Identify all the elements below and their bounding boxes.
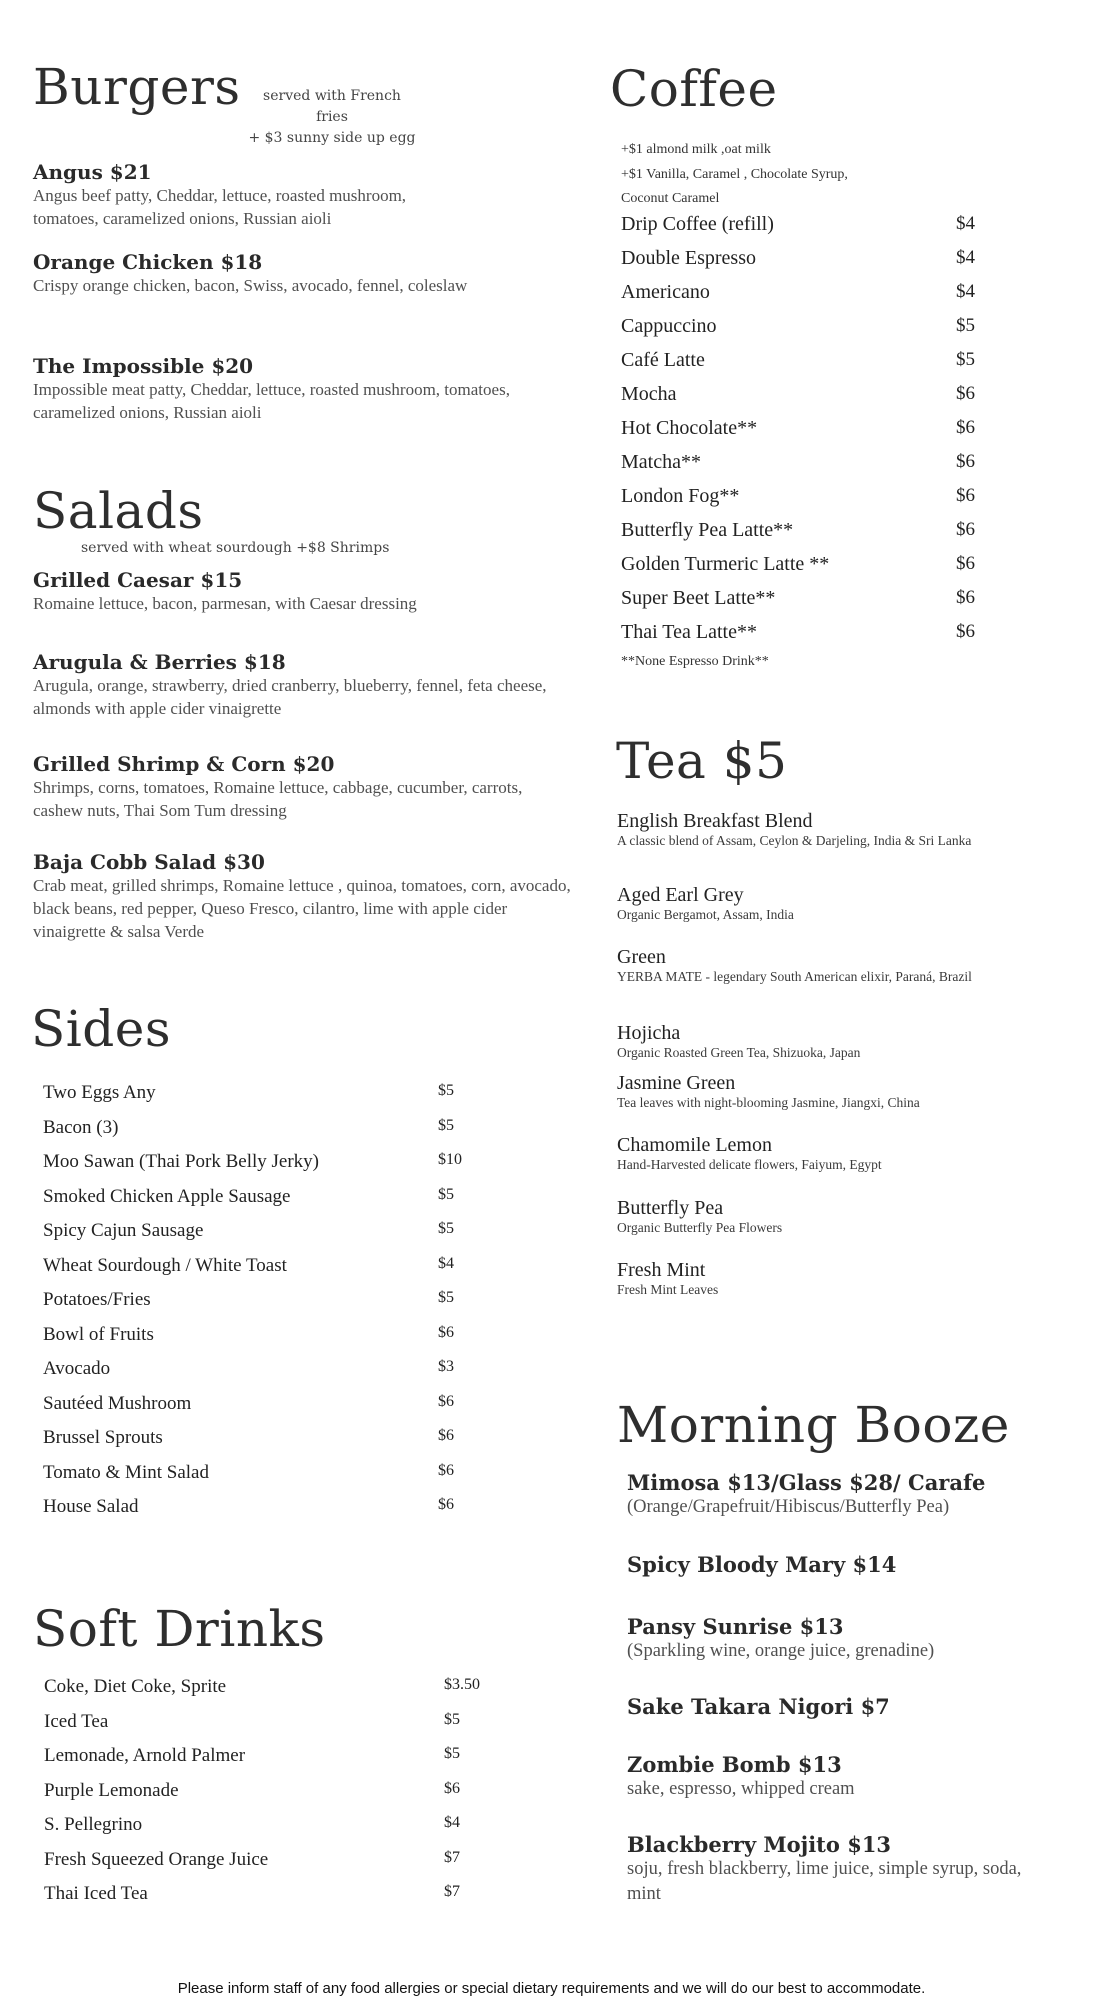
booze-list [627, 1470, 1047, 1920]
booze-title: Zombie Bomb $13 [627, 1752, 842, 1777]
coffee-price: $6 [956, 451, 975, 472]
drink-name: Lemonade, Arnold Palmer [44, 1745, 246, 1766]
side-name: Bowl of Fruits [43, 1323, 154, 1345]
list-item [621, 281, 1021, 315]
tea-list [617, 810, 997, 1310]
coffee-price: $4 [956, 281, 975, 302]
coffee-note-line: +$1 Vanilla, Caramel , Chocolate Syrup, [621, 166, 848, 182]
drink-name: Purple Lemonade [44, 1779, 179, 1801]
list-item [44, 1780, 494, 1814]
list-item [621, 315, 1021, 349]
list-item [44, 1711, 494, 1745]
drink-price: $4 [444, 1814, 460, 1831]
coffee-name: Butterfly Pea Latte** [621, 519, 794, 541]
booze-title: Pansy Sunrise $13 [627, 1614, 844, 1639]
tea-desc: A classic blend of Assam, Ceylon & Darjeling, India & Sri Lanka [617, 833, 972, 848]
side-name: Moo Sawan (Thai Pork Belly Jerky) [43, 1151, 319, 1172]
side-name: Tomato & Mint Salad [43, 1461, 209, 1483]
booze-title: Blackberry Mojito $13 [627, 1832, 892, 1857]
coffee-name: Matcha** [621, 451, 701, 473]
side-name: Brussel Sprouts [43, 1427, 163, 1448]
coffee-name: Golden Turmeric Latte ** [621, 553, 830, 575]
list-item [44, 1849, 494, 1883]
salad-desc: Crab meat, grilled shrimps, Romaine lettuce , quinoa, tomatoes, corn, avocado, black beans, red pepper, Queso Fresco, cilantro, lime with apple cider vinaigrette & salsa Verde [33, 876, 571, 941]
coffee-price: $6 [956, 519, 975, 540]
side-price: $5 [438, 1082, 454, 1099]
coffee-name: Americano [621, 281, 710, 303]
coffee-name: Cappuccino [621, 315, 717, 337]
list-item [43, 1255, 483, 1289]
sides-list [43, 1082, 483, 1532]
soft-drinks-heading: Soft Drinks [33, 1600, 326, 1658]
salad-desc: Romaine lettuce, bacon, parmesan, with Caesar dressing [33, 594, 417, 613]
coffee-name: Drip Coffee (refill) [621, 213, 774, 235]
burger-desc: Crispy orange chicken, bacon, Swiss, avocado, fennel, coleslaw [33, 276, 468, 295]
booze-desc: soju, fresh blackberry, lime juice, simple syrup, soda, mint [627, 1859, 1022, 1904]
side-name: House Salad [43, 1496, 139, 1517]
list-item [627, 1752, 1047, 1802]
side-price: $5 [438, 1116, 454, 1134]
booze-desc: (Orange/Grapefruit/Hibiscus/Butterfly Pea) [627, 1497, 950, 1517]
tea-name: English Breakfast Blend [617, 810, 813, 832]
burger-title: Orange Chicken $18 [33, 250, 263, 274]
side-price: $5 [438, 1289, 454, 1306]
booze-title: Mimosa $13/Glass $28/ Carafe [627, 1470, 986, 1495]
coffee-price: $4 [956, 247, 975, 268]
tea-desc: Organic Roasted Green Tea, Shizuoka, Japan [617, 1045, 861, 1060]
list-item [43, 1393, 483, 1427]
list-item [627, 1832, 1027, 1907]
burgers-heading: Burgers [33, 58, 241, 116]
sides-heading: Sides [31, 1000, 171, 1058]
drink-name: Iced Tea [44, 1710, 109, 1732]
list-item [621, 621, 1021, 655]
list-item [627, 1552, 1047, 1577]
tea-name: Aged Earl Grey [617, 884, 744, 906]
list-item [617, 884, 997, 923]
coffee-price: $6 [956, 485, 975, 506]
salad-title: Grilled Shrimp & Corn $20 [33, 752, 335, 776]
list-item [627, 1694, 1047, 1719]
tea-desc: Fresh Mint Leaves [617, 1282, 719, 1297]
coffee-price: $5 [956, 315, 975, 336]
side-price: $5 [438, 1185, 454, 1203]
coffee-name: Café Latte [621, 349, 705, 371]
list-item [621, 213, 1021, 247]
burger-title: The Impossible $20 [33, 354, 254, 378]
side-name: Smoked Chicken Apple Sausage [43, 1185, 291, 1207]
list-item [43, 1117, 483, 1151]
coffee-list [621, 213, 1021, 673]
coffee-price: $6 [956, 587, 975, 608]
side-price: $6 [438, 1427, 454, 1444]
list-item [43, 1186, 483, 1220]
coffee-heading: Coffee [610, 60, 778, 118]
salad-item [33, 752, 573, 822]
salad-item [33, 568, 573, 615]
tea-desc: Hand-Harvested delicate flowers, Faiyum, Egypt [617, 1157, 882, 1172]
list-item [621, 247, 1021, 281]
salad-desc: Arugula, orange, strawberry, dried cranberry, blueberry, fennel, feta cheese, almonds with apple cider vinaigrette [33, 676, 547, 718]
salad-desc: Shrimps, corns, tomatoes, Romaine lettuce, cabbage, cucumber, carrots, cashew nuts, Thai Som Tum dressing [33, 778, 523, 820]
drink-price: $5 [444, 1710, 460, 1728]
coffee-price: $5 [956, 349, 975, 370]
list-item [44, 1883, 494, 1917]
booze-desc: sake, espresso, whipped cream [627, 1779, 855, 1799]
list-item [621, 383, 1021, 417]
drink-price: $3.50 [444, 1676, 480, 1693]
coffee-price: $6 [956, 383, 975, 404]
salad-item [33, 650, 573, 720]
tea-name: Green [617, 946, 666, 968]
coffee-price: $6 [956, 553, 975, 574]
coffee-note-line: Coconut Caramel [621, 191, 720, 206]
tea-name: Hojicha [617, 1022, 681, 1044]
burger-desc: Angus beef patty, Cheddar, lettuce, roasted mushroom, tomatoes, caramelized onions, Russian aioli [33, 186, 407, 228]
list-item [617, 810, 997, 849]
coffee-notes [621, 138, 848, 212]
list-item [617, 946, 997, 985]
burger-item [33, 160, 473, 230]
drink-name: S. Pellegrino [44, 1814, 143, 1835]
list-item [43, 1220, 483, 1254]
side-name: Wheat Sourdough / White Toast [43, 1254, 287, 1276]
soft-drinks-list [44, 1676, 494, 1926]
side-price: $3 [438, 1358, 454, 1375]
side-name: Spicy Cajun Sausage [43, 1220, 204, 1241]
burgers-note-line2: + $3 sunny side up egg [248, 130, 416, 146]
side-price: $6 [438, 1392, 454, 1410]
tea-desc: YERBA MATE - legendary South American elixir, Paraná, Brazil [617, 969, 972, 984]
coffee-price: $6 [956, 417, 975, 438]
list-item [43, 1289, 483, 1323]
side-price: $10 [438, 1151, 462, 1168]
side-name: Bacon (3) [43, 1116, 119, 1138]
list-item [621, 451, 1021, 485]
list-item [621, 519, 1021, 553]
list-item [617, 1022, 997, 1061]
list-item [617, 1259, 997, 1298]
coffee-name: London Fog** [621, 485, 740, 507]
coffee-price: $6 [956, 621, 975, 642]
side-name: Avocado [43, 1358, 111, 1379]
list-item [621, 553, 1021, 587]
list-item [43, 1462, 483, 1496]
list-item [621, 485, 1021, 519]
coffee-name: Double Espresso [621, 247, 756, 269]
salad-item [33, 850, 573, 943]
tea-heading: Tea $5 [616, 732, 788, 790]
burger-item [33, 354, 513, 424]
salad-title: Grilled Caesar $15 [33, 568, 243, 592]
burger-item [33, 250, 473, 297]
list-item [621, 587, 1021, 621]
burgers-note-line1: served with French fries [263, 88, 401, 125]
tea-desc: Tea leaves with night-blooming Jasmine, Jiangxi, China [617, 1095, 920, 1110]
list-item [43, 1151, 483, 1185]
drink-price: $6 [444, 1779, 460, 1797]
list-item [627, 1614, 1047, 1664]
drink-name: Coke, Diet Coke, Sprite [44, 1676, 227, 1697]
side-price: $6 [438, 1496, 454, 1513]
drink-price: $7 [444, 1848, 460, 1866]
side-name: Sautéed Mushroom [43, 1392, 192, 1414]
drink-name: Thai Iced Tea [44, 1883, 148, 1904]
side-price: $6 [438, 1323, 454, 1341]
tea-name: Jasmine Green [617, 1072, 736, 1094]
list-item [43, 1427, 483, 1461]
salads-note: served with wheat sourdough +$8 Shrimps [81, 540, 390, 556]
drink-price: $7 [444, 1883, 460, 1900]
tea-desc: Organic Butterfly Pea Flowers [617, 1220, 783, 1235]
list-item [43, 1496, 483, 1530]
salads-heading: Salads [33, 482, 204, 540]
tea-name: Butterfly Pea [617, 1197, 724, 1219]
list-item [44, 1745, 494, 1779]
coffee-name: Mocha [621, 383, 677, 405]
burger-desc: Impossible meat patty, Cheddar, lettuce, roasted mushroom, tomatoes, caramelized onions, Russian aioli [33, 380, 510, 422]
coffee-footnote: **None Espresso Drink** [621, 654, 769, 669]
burger-title: Angus $21 [33, 160, 152, 184]
salad-title: Arugula & Berries $18 [33, 650, 286, 674]
booze-title: Sake Takara Nigori $7 [627, 1694, 890, 1719]
list-item [43, 1082, 483, 1116]
coffee-name: Thai Tea Latte** [621, 621, 757, 643]
side-price: $6 [438, 1461, 454, 1479]
drink-price: $5 [444, 1745, 460, 1762]
list-item [617, 1072, 997, 1111]
list-item [621, 417, 1021, 451]
booze-desc: (Sparkling wine, orange juice, grenadine) [627, 1641, 935, 1661]
list-item [627, 1470, 1047, 1520]
salad-title: Baja Cobb Salad $30 [33, 850, 265, 874]
side-name: Potatoes/Fries [43, 1289, 151, 1310]
burgers-note [247, 86, 417, 149]
list-item [43, 1358, 483, 1392]
list-item [43, 1324, 483, 1358]
list-item [617, 1134, 997, 1173]
tea-name: Fresh Mint [617, 1259, 706, 1281]
side-price: $4 [438, 1254, 454, 1272]
tea-name: Chamomile Lemon [617, 1134, 772, 1156]
coffee-price: $4 [956, 213, 975, 234]
list-item [44, 1814, 494, 1848]
tea-desc: Organic Bergamot, Assam, India [617, 907, 794, 922]
booze-title: Spicy Bloody Mary $14 [627, 1552, 897, 1577]
coffee-name: Super Beet Latte** [621, 587, 776, 609]
side-name: Two Eggs Any [43, 1082, 156, 1103]
side-price: $5 [438, 1220, 454, 1237]
coffee-name: Hot Chocolate** [621, 417, 758, 439]
list-item [44, 1676, 494, 1710]
booze-heading: Morning Booze [617, 1396, 1010, 1454]
list-item [621, 349, 1021, 383]
list-item [617, 1197, 997, 1236]
allergy-footer: Please inform staff of any food allergies or special dietary requirements and we will do our best to accommodate. [177, 1980, 926, 1997]
coffee-note-line: +$1 almond milk ,oat milk [621, 142, 771, 157]
drink-name: Fresh Squeezed Orange Juice [44, 1848, 269, 1870]
